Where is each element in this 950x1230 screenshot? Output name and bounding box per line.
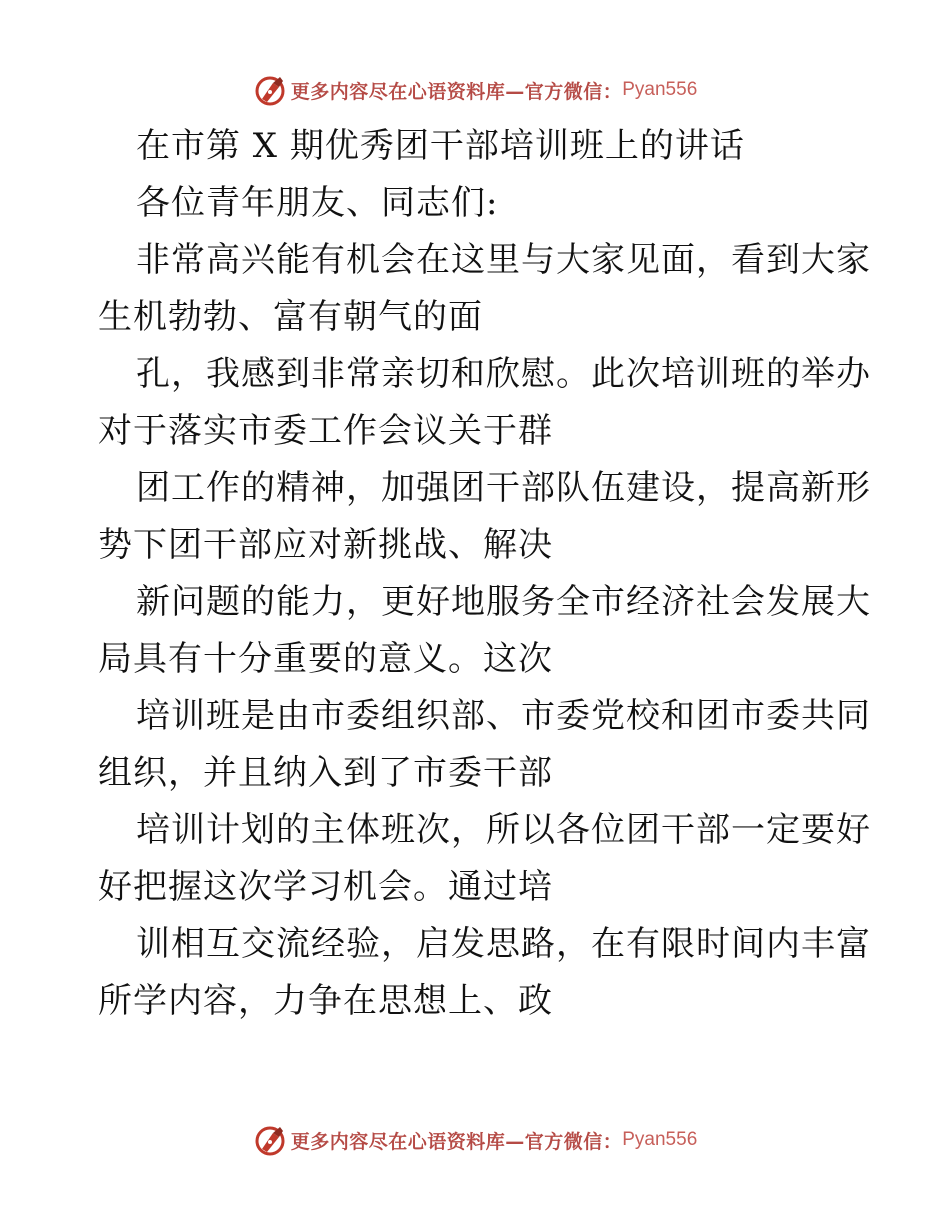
document-body	[98, 118, 871, 1030]
text-line: 团工作的精神，加强团干部队伍建设，提高新形	[136, 468, 871, 508]
header-watermark-banner	[0, 70, 950, 110]
text-line: 培训班是由市委组织部、市委党校和团市委共同	[136, 696, 871, 736]
text-line: 孔，我感到非常亲切和欣慰。此次培训班的举办	[136, 354, 871, 394]
pen-nib-logo-icon	[253, 1123, 287, 1157]
text-line: 组织，并且纳入到了市委干部	[98, 753, 553, 793]
pen-nib-logo-icon	[253, 73, 287, 107]
text-line: 培训计划的主体班次，所以各位团干部一定要好	[136, 810, 871, 850]
text-line: 所学内容，力争在思想上、政	[98, 981, 553, 1021]
text-line: 非常高兴能有机会在这里与大家见面，看到大家	[136, 240, 871, 280]
document-title: 在市第 X 期优秀团干部培训班上的讲话	[136, 126, 745, 166]
banner-text: 更多内容尽在心语资料库—官方微信：	[290, 1130, 623, 1153]
footer-watermark-banner	[0, 1120, 950, 1160]
banner-wechat-id: Pyan556	[622, 1129, 698, 1150]
text-line: 势下团干部应对新挑战、解决	[98, 525, 553, 565]
salutation: 各位青年朋友、同志们:	[136, 183, 499, 223]
text-line: 训相互交流经验，启发思路，在有限时间内丰富	[136, 924, 871, 964]
text-line: 局具有十分重要的意义。这次	[98, 639, 553, 679]
banner-text: 更多内容尽在心语资料库—官方微信：	[290, 80, 623, 103]
text-line: 新问题的能力，更好地服务全市经济社会发展大	[136, 582, 871, 622]
text-line: 生机勃勃、富有朝气的面	[98, 297, 483, 337]
text-line: 对于落实市委工作会议关于群	[98, 411, 553, 451]
banner-wechat-id: Pyan556	[622, 79, 698, 100]
text-line: 好把握这次学习机会。通过培	[98, 867, 553, 907]
